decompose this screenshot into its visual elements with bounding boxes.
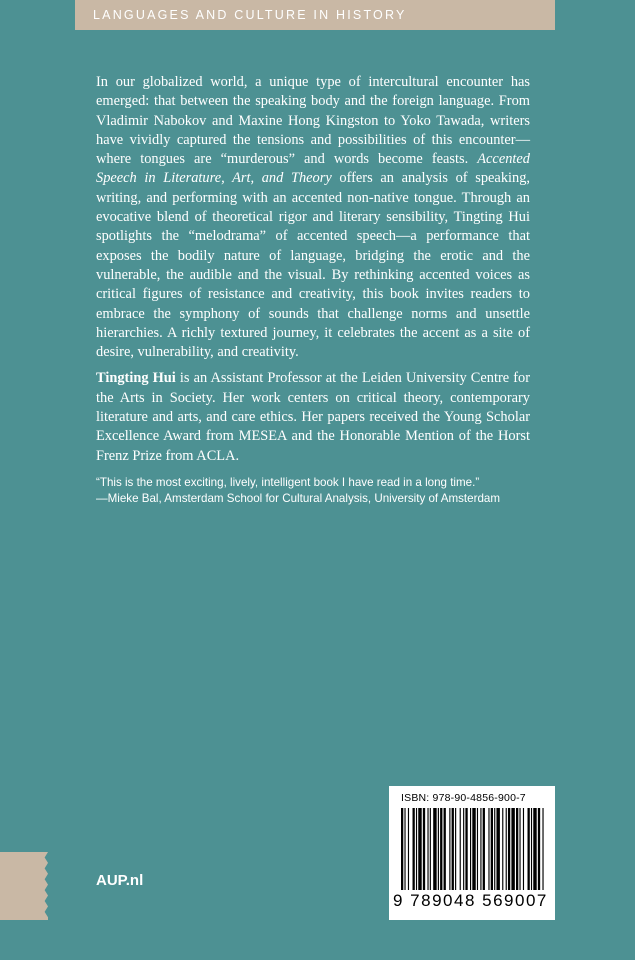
isbn-barcode-box — [389, 786, 555, 920]
barcode-bar — [531, 808, 532, 890]
barcode-bar — [413, 808, 415, 890]
barcode-bar — [488, 808, 489, 890]
blurb-text-a: In our globalized world, a unique type of intercultural encounter has emerged: that between the speaking body and the foreign language. From Vladimir Nabokov and Maxine Hong Kingston to Yoko Tawada, writers have vividly captured the tensions and possibilities of this encounter—where tongues are “murderous” and words become feasts. — [96, 74, 530, 168]
publisher-url[interactable]: AUP.nl — [96, 872, 144, 889]
blurb-paragraph-1 — [96, 73, 530, 362]
barcode-bar — [511, 808, 514, 890]
barcode-bar — [408, 808, 409, 890]
barcode-bar — [538, 808, 540, 890]
isbn-label: ISBN: 978-90-4856-900-7 — [401, 792, 526, 804]
barcode-bar — [496, 808, 499, 890]
barcode-bar — [533, 808, 536, 890]
barcode-bar — [506, 808, 507, 890]
barcode-bar — [444, 808, 446, 890]
barcode-bar — [470, 808, 471, 890]
barcode-bar — [438, 808, 439, 890]
series-title: LANGUAGES AND CULTURE IN HISTORY — [93, 8, 407, 22]
author-bio-text: is an Assistant Professor at the Leiden University Centre for the Arts in Society. Her work centers on critical theory, contemporary literature and arts, and care ethics. Her papers received the Young Scholar Excellence Award from MESEA and the Honorable Mention of the Horst Frenz Prize from ACLA. — [96, 370, 530, 464]
back-cover-blurb — [96, 73, 530, 473]
barcode-bar — [472, 808, 475, 890]
barcode-icon — [397, 808, 547, 892]
quote-text: “This is the most exciting, lively, intelligent book I have read in a long time.” — [96, 476, 480, 489]
quote-attribution: —Mieke Bal, Amsterdam School for Cultural Analysis, University of Amsterdam — [96, 492, 500, 505]
author-name: Tingting Hui — [96, 370, 176, 387]
decorative-tab — [0, 852, 48, 920]
barcode-bar — [404, 808, 405, 890]
blurb-text-b: offers an analysis of speaking, writing, and performing with an accented non-native tongue. Through an evocative blend of theoretical rigor and literary sensibility, Tingting Hui spotlights the “melodrama” of accented speech—a performance that exposes the bodily nature of language, bridging the erotic and the vulnerable, the audible and the visual. By rethinking accented voices as critical figures of resistance and creativity, this book invites readers to embrace the symphony of sounds that challenge norms and unsettle hierarchies. A richly textured journey, it celebrates the accent as a site of desire, vulnerability, and creativity. — [96, 170, 530, 361]
barcode-bar — [480, 808, 481, 890]
barcode-bar — [508, 808, 510, 890]
barcode-bar — [542, 808, 543, 890]
barcode-bar — [440, 808, 442, 890]
barcode-bar — [491, 808, 493, 890]
barcode-bar — [477, 808, 478, 890]
barcode-digits: 9 789048 569007 — [393, 891, 548, 910]
barcode-bar — [418, 808, 421, 890]
barcode-bar — [483, 808, 485, 890]
author-bio — [96, 369, 530, 465]
barcode-bar — [430, 808, 431, 890]
barcode-bar — [460, 808, 461, 890]
barcode-bar — [523, 808, 524, 890]
barcode-bar — [449, 808, 450, 890]
barcode-bar — [433, 808, 436, 890]
barcode-bar — [423, 808, 425, 890]
barcode-bar — [516, 808, 518, 890]
barcode-bar — [455, 808, 456, 890]
barcode-bar — [528, 808, 530, 890]
barcode-bar — [463, 808, 464, 890]
barcode-bar — [494, 808, 495, 890]
endorsement-quote — [96, 475, 566, 507]
barcode-bar — [427, 808, 428, 890]
barcode-bar — [519, 808, 520, 890]
barcode-bar — [416, 808, 417, 890]
barcode-bar — [401, 808, 403, 890]
barcode-bar — [465, 808, 467, 890]
barcode-bar — [502, 808, 503, 890]
book-title-italic: Accented Speech in Literature, Art, and Theory — [96, 151, 530, 187]
series-band — [75, 0, 555, 30]
barcode-bar — [452, 808, 454, 890]
